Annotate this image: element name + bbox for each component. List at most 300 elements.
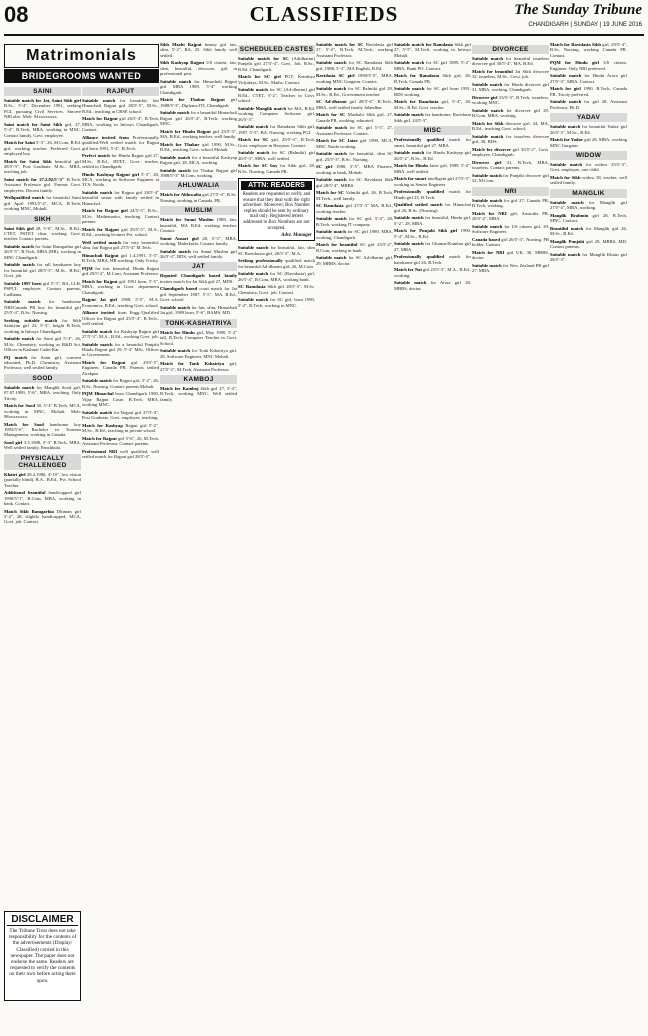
- ad-lead: Match for SC: [316, 112, 346, 118]
- ad-lead: Match for Rajput: [82, 278, 118, 284]
- ad-lead: Suitable match: [82, 409, 113, 415]
- ad-lead: Match for girl: [550, 86, 581, 92]
- classified-ad: [160, 168, 237, 179]
- ad-lead: Suitable match: [4, 384, 35, 390]
- classified-ad: [82, 240, 159, 251]
- ad-text: 1988, 5'-5", MBA Finance, working in bank, Mohali.: [316, 164, 393, 175]
- classified-ad: [316, 229, 393, 240]
- ad-text: for girl 28, Assistant Professor, Ph.D.: [550, 99, 627, 110]
- classified-ad: [160, 42, 237, 58]
- ad-text: for Manglik girl 27/5'-4", MBA, working.: [550, 199, 627, 211]
- ad-text: for beautiful, fair Himachali Rajput girl 28/5'-5", M.Sc., B.Ed., teaching in CBSE school.: [82, 98, 159, 114]
- ad-text: 28, 5'-6", M.Sc., B.Ed., CTET, PSTET clear, working Govt. teacher. Contact parents.: [4, 225, 81, 242]
- ad-lead: Himachali Rajput: [82, 252, 119, 258]
- category-heading: PHYSICALLY CHALLENGED: [4, 454, 81, 470]
- ad-lead: Suitable match: [316, 125, 347, 131]
- ad-lead: Suitable match: [394, 150, 425, 156]
- classified-ad: [550, 60, 627, 71]
- classified-ad: [550, 42, 627, 58]
- matrimonials-subtitle: BRIDEGROOMS WANTED: [4, 69, 159, 83]
- ad-lead: Divorcee girl: [472, 160, 502, 165]
- classified-ad: [82, 98, 159, 114]
- ad-lead: Match for SC: [316, 190, 344, 196]
- ad-lead: Manglik Punjabi: [550, 238, 585, 244]
- ad-text: SC girl 25/5'-2", B.Com, working in bank.: [316, 242, 393, 253]
- ad-lead: Sunni Ansari girl: [160, 235, 199, 241]
- ad-text: for Rajput girl, 5'-2", 26, B.Sc. Nursing. Contact parents Mohali.: [82, 378, 159, 389]
- ad-text: girl 29/5'-5", M.A., B.Ed., working lecturer Pvt. school.: [82, 226, 159, 238]
- ad-lead: Suitable match: [316, 229, 346, 235]
- category-heading: SCHEDULED CASTES: [239, 46, 314, 53]
- ad-text: Jatav girl, 1989, 5'-4", MBA, well settled.: [394, 163, 471, 174]
- ad-text: girl 29, MBBS, MD. Contact parents.: [550, 238, 627, 250]
- ad-text: 1990, 5'-4", M.Sc., B.Ed.: [394, 228, 471, 239]
- classified-ad: [238, 258, 315, 269]
- ad-text: court match for Jat girl September 1987, 5'-5", MA, B.Ed., Govt. school.: [160, 286, 237, 303]
- classified-ad: [4, 226, 81, 242]
- ad-lead: Match for Ahluwalia: [160, 192, 201, 198]
- ad-lead: Professionally qualified: [394, 254, 445, 260]
- ad-lead: Suitable match: [472, 134, 504, 139]
- classified-ad: [550, 239, 627, 250]
- classified-ad: [394, 150, 471, 161]
- classified-ad: [238, 137, 315, 148]
- ad-text: for Hindu Kashyap girl 26/5'-2", B.Sc., B.Ed.: [394, 150, 471, 161]
- ad-text: for beautiful, slim SC girl, 25/5'-3", B.Sc. Nursing.: [316, 151, 393, 162]
- ad-lead: Beautiful match: [550, 225, 584, 231]
- ad-lead: Suitable match: [316, 60, 347, 66]
- ad-text: for Ramdasia Sikh girl, 1987, 5'-5", BA, Nursing, working PGI.: [238, 124, 315, 135]
- category-heading: MANGLIK: [550, 189, 627, 198]
- ad-lead: Suitable match: [394, 60, 425, 66]
- classified-ad: [550, 162, 627, 173]
- ad-lead: Suitable 1997 born: [4, 280, 42, 286]
- ad-text: girl 1991 born, 5'-5", MBA, working in Govt. department Chandigarh.: [82, 278, 159, 295]
- ad-text: qualified match for beautiful Ad-dharmi girl, 26, M.Com.: [238, 258, 315, 269]
- ad-text: born Chandigarh 1990, Vijay Rajput Caste, B.Tech, MBA, working MNC.: [82, 391, 159, 408]
- ad-lead: Match for Tonk Kshatriya: [160, 361, 225, 367]
- attention-readers-box: [238, 178, 315, 241]
- classified-ad: [4, 244, 81, 260]
- classified-ad: [82, 436, 159, 447]
- ad-text: for tall handsome boy for beautiful girl 28/5'-5", M.Sc., B.Ed., Govt. job.: [4, 262, 81, 279]
- classified-ad: [394, 137, 471, 148]
- ad-text: Mazhabi Sikh girl, 27, Canada PR, working, educated.: [316, 112, 393, 123]
- ad-text: Sikh girl, 26, B.Tech, Canada PR.: [394, 73, 471, 84]
- classified-ad: [550, 252, 627, 263]
- ad-lead: Suitable match: [238, 150, 270, 156]
- classified-ad: [160, 236, 237, 247]
- classified-ad: [238, 163, 315, 174]
- attention-signature: Advt. Manager: [281, 233, 312, 239]
- classified-ad: [238, 297, 315, 308]
- classified-ad: [4, 385, 81, 401]
- ad-text: for Rajput girl 28/5'-4" beautiful smart with family settled in Himachal.: [82, 190, 159, 206]
- classified-ad: [394, 215, 471, 226]
- classified-ad: [160, 79, 237, 95]
- classified-ad: [472, 160, 549, 171]
- ad-text: for beautiful Saini girl April 1993/5'-4", MCA, B.Tech, working MNC, Mohali.: [4, 195, 81, 212]
- ad-text: for handsome, Ravidasia Sikh girl, 24/5'-3".: [394, 112, 471, 123]
- classified-ad: [316, 242, 393, 253]
- ad-text: Rajput girl 5'-2", M.Sc., B.Ed., teaching in private school.: [82, 422, 159, 434]
- ad-lead: Well settled match: [82, 239, 121, 245]
- classified-ad: [550, 226, 627, 237]
- ad-text: 1988, 5'-5", M.A. Economics, B.Ed., teaching Govt. school.: [82, 297, 159, 308]
- ad-text: girl 5'-3", BA, LLB, PSPCL employee. Contact parents, Ludhiana.: [4, 280, 81, 297]
- ad-lead: Wellqualified match: [4, 195, 45, 201]
- ad-lead: Suitable match: [472, 56, 504, 61]
- ad-text: girl 26/5'-3", Nursing, PR holder. Contact.: [472, 236, 549, 248]
- classified-ad: [238, 56, 315, 72]
- ad-text: for fair, beautiful, Hindu Rajput girl 29/5'-2", M.Com, Assistant Professor.: [82, 265, 159, 277]
- ad-text: for Kashyap Rajput girl 27/5'-3", M.A., B.Ed., working Govt. job.: [82, 328, 159, 340]
- ad-lead: Rajput Jat girl: [82, 297, 117, 303]
- classified-ad: [238, 284, 315, 295]
- ad-text: beautiful girl 28/5'-3", Post Graduate, M.Sc., MBA, teaching job.: [4, 158, 81, 175]
- category-heading: TONK-KASHATRIYA: [160, 319, 237, 328]
- attention-title: ATTN: READERS: [241, 181, 312, 190]
- ad-text: girl, 5'-4", 28, M.Sc., B.Ed. Govt. teacher.: [394, 99, 471, 110]
- ad-text: for Manglik Sood girl, 07.07.1989, 5'-6", MBA, teaching. Only Tricity.: [4, 384, 81, 401]
- classified-ad: [394, 42, 471, 58]
- classified-ad: [82, 378, 159, 389]
- ad-text: 1988, fair, beautiful, MA B.Ed. working teacher. Contact.: [160, 217, 237, 234]
- ad-text: for Saini Ramgarhia girl 26/5'-5", B.Tech, MBA (HR), working in MNC Chandigarh.: [4, 244, 81, 260]
- ad-text: for Himachal girl 26, B.Sc. (Nursing).: [394, 202, 471, 213]
- category-heading: WIDOW: [550, 151, 627, 160]
- ad-lead: Sood girl: [4, 439, 23, 445]
- classified-ad: [4, 140, 81, 156]
- ad-text: Dhiman girl 5'-2", 28, slightly handicapped, MCA, Govt. job. Contact.: [4, 508, 81, 525]
- ad-lead: Match for NRI: [472, 249, 505, 255]
- ad-lead: Professionally qualified: [394, 137, 445, 143]
- ad-text: well qualified, well settled match for Rajput girl 28/5'-4".: [82, 448, 159, 460]
- ad-text: girl 1.4.1991, 5'-3", B.Tech, MBA, HR working. Only Tricity.: [82, 252, 159, 264]
- ad-lead: Suitable match for Ramdasia: [394, 42, 453, 47]
- ad-text: for Hindu divorcee girl 31, MBA, working, Chandigarh.: [472, 82, 549, 93]
- ad-text: Sikh girl 28/5'-3", M.Sc. Chemistry, Govt. job. Contact.: [238, 284, 315, 295]
- classified-ad: [4, 509, 81, 525]
- ad-text: for beautiful issueless divorcee girl 30/5'-4", MA, B.Ed.: [472, 56, 549, 67]
- classified-ad: [160, 273, 237, 284]
- ad-lead: Match for Rajput: [82, 360, 126, 366]
- ad-text: for Thakur Rajput girl 1988/5'-3" M.Com, working.: [160, 167, 237, 179]
- ad-lead: Suitable match for Jat, Saini Sikh girl: [4, 98, 81, 103]
- classified-ad: [4, 195, 81, 211]
- classified-ad: [160, 330, 237, 346]
- classified-ad: [238, 124, 315, 135]
- classified-ad: [472, 237, 549, 248]
- ad-text: girl 1988/5'-3", Diploma ITI, Chandigarh.: [160, 97, 237, 108]
- classified-ad: [316, 164, 393, 175]
- ad-lead: Suitable match: [394, 215, 424, 221]
- page-header: [0, 0, 648, 36]
- ad-text: invites match for Jat Sikh girl 27, MDS.: [160, 278, 234, 284]
- ad-lead: PQM for Hindu girl: [550, 60, 599, 66]
- ad-lead: Suitable match: [160, 248, 191, 254]
- ad-text: beauty girl fair, slim, 5'-2", BA, 25. Sikh family well settled.: [160, 42, 237, 58]
- ad-lead: Canada based: [472, 236, 500, 242]
- ad-text: widow 38, teacher, well settled family.: [550, 175, 627, 186]
- ad-lead: Match for Kashyap: [82, 422, 123, 428]
- ad-lead: Suitable match: [394, 86, 425, 92]
- ad-lead: Khatri girl: [4, 471, 26, 477]
- ad-lead: Match for Rajput: [82, 116, 118, 122]
- classified-ad: [160, 217, 237, 233]
- ad-lead: Match for Hindu Rajput: [160, 128, 211, 134]
- classified-ad: [4, 262, 81, 278]
- ad-text: 5'-3", 26, M.Com, B.Ed. girl, working teacher. Preferred Govt. employed boy.: [4, 140, 81, 157]
- classified-ad: [160, 386, 237, 402]
- ad-text: for SC girl 1989, MBA, working, Chandigarh.: [316, 229, 393, 240]
- classified-ad: [4, 299, 81, 315]
- classified-ad: [394, 73, 471, 84]
- ad-lead: Divorcee girl: [472, 95, 498, 100]
- classified-ad: [394, 112, 471, 123]
- classified-ad: [238, 74, 315, 85]
- ad-text: 31, B.Tech, MBA, issueless. Contact parents.: [472, 160, 549, 171]
- classified-ad: [4, 122, 81, 138]
- classified-ad: [472, 108, 549, 119]
- classified-ad: [394, 163, 471, 174]
- category-heading: MUSLIM: [160, 206, 237, 215]
- ad-text: handicapped girl 1990/5'-1", B.Com, MBA, working in bank. Contact.: [4, 490, 81, 506]
- ad-lead: PQ match: [4, 354, 27, 360]
- ad-lead: Match for beautiful: [316, 242, 358, 248]
- classified-ad: [82, 297, 159, 308]
- classified-ad: [472, 198, 549, 209]
- ad-lead: Suitable match: [472, 262, 502, 268]
- ad-lead: Match for Ramdasia: [394, 73, 440, 79]
- ad-lead: Seeking suitable match: [4, 317, 58, 323]
- ad-lead: Match for Saini Sikh: [4, 158, 52, 164]
- ad-lead: Match for Kamboj: [160, 385, 199, 391]
- category-heading: AHLUWALIA: [160, 181, 237, 190]
- classified-ad: [394, 241, 471, 252]
- ad-lead: Suitable match: [316, 151, 347, 157]
- ad-text: for SC Ravidasia Sikh girl 28/5'-4", MBBS.: [316, 177, 393, 188]
- ad-lead: Match for Rajput: [82, 435, 117, 441]
- ad-text: girl 25/5'-3", M.A., B.Ed., working.: [394, 267, 471, 278]
- ad-lead: Match for Saini: [4, 140, 35, 146]
- ad-lead: Suitable match for SC: [316, 42, 364, 47]
- ad-text: Sikh girl 27, 5'-5", M.Tech, working in Infosys Mohali.: [394, 42, 471, 58]
- ad-text: for Saini girl 5'-3", 26, M.Sc. Chemistry, working as R&D Sci. Officer in Kashmir Cadet Kar.: [4, 336, 81, 352]
- classified-ad: [82, 410, 159, 421]
- ad-text: for fair, slim, Himachali Jat girl, 1989 born, 5'-6", BAMS, MD.: [160, 304, 237, 316]
- ad-lead: Suitable match: [82, 98, 116, 103]
- ad-lead: Suitable match: [4, 262, 35, 268]
- ad-lead: Suitable match: [394, 280, 427, 286]
- classified-ad: [4, 336, 81, 352]
- category-heading: SAINI: [4, 87, 81, 96]
- classified-ad: [82, 253, 159, 264]
- ad-lead: Match for SC Jatav: [316, 138, 358, 144]
- classified-ad: [82, 279, 159, 295]
- ad-lead: Qualified settled match: [394, 202, 443, 208]
- classified-ad: [472, 69, 549, 80]
- classified-ad: [550, 175, 627, 186]
- classified-ad: [82, 423, 159, 434]
- ad-lead: Professional NRI: [82, 448, 118, 454]
- ad-lead: SC Ad-dharmi: [316, 99, 347, 105]
- ad-text: girl, 29/5'-4", B.Sc. Nursing, working Canada PR. Contact.: [550, 42, 627, 58]
- ad-text: for Sikh Sainiyan girl 23, 5'-3", height B.Tech, working in Infosys Chandigarh.: [4, 317, 81, 334]
- category-heading: SOOD: [4, 374, 81, 383]
- ad-lead: Suitable match: [550, 251, 581, 257]
- ad-lead: Match for Rajput: [82, 226, 119, 232]
- ad-lead: PQM: [82, 265, 93, 271]
- classified-ad: [316, 42, 393, 58]
- ad-text: for Manglik Khatri girl 28/5'-3".: [550, 251, 627, 263]
- category-heading: NRI: [472, 187, 549, 196]
- ad-text: girl 27/5'-3" MA, B.Ed., working teacher.: [316, 203, 393, 214]
- classified-ad: [238, 106, 315, 122]
- section-title: CLASSIFIEDS: [249, 2, 399, 26]
- classified-ad: [82, 190, 159, 206]
- ad-text: for girl 27, Canada PR, B.Tech, working.: [472, 197, 549, 209]
- ad-text: for SC Ad-dharmi girl, 29, MBBS, doctor.: [316, 255, 393, 266]
- ad-text: Valmiki girl, 26, B.Tech, M.Tech., well family.: [316, 190, 393, 201]
- ad-lead: Suitable match: [160, 167, 191, 173]
- classified-ad: [550, 137, 627, 148]
- ad-lead: Suitable match: [550, 73, 582, 79]
- ad-lead: Suitable match: [550, 99, 582, 105]
- ad-lead: Match for Ravidasia Sikh: [550, 42, 601, 47]
- classified-ad: [4, 318, 81, 334]
- classified-ad: [82, 153, 159, 169]
- ad-lead: Suitable match: [550, 199, 584, 205]
- ad-text: 1990, B.Tech, Canada PR. Tricity preferred.: [550, 86, 627, 97]
- classified-ad: [316, 203, 393, 214]
- classified-ad: [550, 86, 627, 97]
- classified-ad: [238, 150, 315, 161]
- classified-ad: [4, 490, 81, 506]
- ad-text: for divorcee girl 29, B.Com, MBA, working.: [472, 108, 549, 119]
- ad-text: for issueless divorcee girl, 30, BDS.: [472, 134, 549, 145]
- ad-lead: Suitable match: [550, 162, 583, 168]
- ad-text: girl 1990, MCA, MNC Noida working.: [316, 138, 393, 149]
- classified-ad: [82, 310, 159, 326]
- ad-text: 33/5'-3", B.Tech, issueless, working MNC.: [472, 95, 549, 106]
- ad-text: girl 5'-6", 26, M.Tech, Assistant Professor. Contact parents.: [82, 435, 159, 447]
- ad-text: PGT, Kendriya Vidyalaya, M.Sc. Maths. Contact.: [238, 74, 315, 85]
- category-heading: RAJPUT: [82, 87, 159, 96]
- ad-text: for beautiful Yadav girl 26/5'-3", M.Sc., B.Ed.: [550, 124, 627, 135]
- classified-ad: [316, 99, 393, 110]
- ad-text: for beautiful, fair, slim SC Ravidassia girl, 28/5'-3", M.A.: [238, 245, 315, 256]
- ad-lead: Suitable match: [472, 197, 503, 203]
- classified-ad: [82, 208, 159, 224]
- ad-text: for SC (Ad-dharmi) girl B.Ed., CTET, 5'-2", Teacher in Govt. school.: [238, 87, 315, 104]
- ad-text: Professionally qualified/Well settled match for Rajput girl born 1991, 5'-4", B.Tech.: [82, 134, 159, 151]
- classified-ad: [394, 280, 471, 291]
- ad-lead: Match for Sikh: [472, 121, 504, 126]
- classified-ad: [472, 224, 549, 235]
- ad-text: for Punjabi divorcee girl 32, M.Com.: [472, 173, 549, 184]
- ad-lead: Match for SC boy: [238, 163, 278, 169]
- ad-lead: Suitable match: [316, 86, 347, 92]
- ad-lead: Seeking professionally: [238, 258, 283, 264]
- ad-lead: Suitable match: [394, 241, 424, 247]
- ad-text: girl, 27/5'-3", M.Tech, Assistant Professor.: [160, 361, 237, 372]
- classified-ad: [472, 263, 549, 274]
- ad-lead: Match for SC girl: [238, 74, 281, 80]
- ad-lead: Suitable match: [472, 173, 502, 178]
- header-rule: [4, 34, 644, 36]
- ad-lead: Suitable match: [316, 255, 347, 261]
- ad-text: for SC (Balmiki) girl 26/5'-3", MBA, well settled.: [238, 150, 315, 161]
- ad-lead: Suitable match: [238, 271, 269, 277]
- classified-ad: [472, 250, 549, 261]
- ad-lead: Perfect match: [82, 153, 110, 159]
- disclaimer-title: DISCLAIMER: [7, 914, 78, 926]
- ad-text: B.Sc., 5'-4", December 1991, seeking PGI, pursuing Civil Services. Sincere NRI also. Mob: 94xxxxxxxx.: [4, 103, 81, 120]
- ad-text: match for smart, beautiful girl 27, MBA.: [394, 137, 471, 148]
- ad-text: (Adidharmi) Punjabi girl 27/5'-4", Govt. Job, B.Sc., B.Ed. Chandigarh.: [238, 56, 315, 72]
- classified-ad: [316, 151, 393, 162]
- ad-lead: Alliance invited: [82, 310, 115, 316]
- classified-ad: [394, 202, 471, 213]
- classified-ad: [472, 147, 549, 158]
- matrimonials-title: Matrimonials: [4, 44, 159, 68]
- classified-ad: [82, 135, 159, 151]
- ad-text: girl 1990, M.Sc., B.Ed., teaching Govt. school Mohali.: [160, 141, 237, 153]
- category-heading: YADAV: [550, 113, 627, 122]
- ad-lead: Match Sikh Ramgarhia: [4, 508, 54, 514]
- ad-text: Jat Sikh divorcee 32, issueless, M.Sc., Govt. job.: [472, 69, 549, 80]
- ad-text: for Sunni Muslim girl 26/5'-4", BDS, well settled family.: [160, 248, 237, 260]
- classified-ad: [160, 110, 237, 126]
- masthead: The Sunday Tribune: [514, 2, 642, 18]
- ad-text: for Arora girl 28, MBBS, doctor.: [394, 280, 471, 291]
- classified-ad: [4, 98, 81, 120]
- classified-ad: [472, 211, 549, 222]
- ad-text: match for handsome girl 26, B.Tech.: [394, 254, 471, 265]
- classified-column: [160, 42, 237, 994]
- ad-lead: Match for Sunni Muslim: [160, 217, 214, 223]
- ad-text: Ravidasia girl 27, 5'-4", B.Tech, M.Tech, working Assistant Professor.: [316, 42, 393, 58]
- classified-ad: [316, 125, 393, 136]
- ad-lead: Match for Sikh: [550, 175, 581, 181]
- classified-ad: [4, 422, 81, 438]
- ad-lead: Additional beautiful: [4, 490, 46, 496]
- ad-text: for Hindu Arora girl 27/5'-3", MBA. Contact.: [550, 73, 627, 84]
- ad-lead: SC Ramdasia: [316, 203, 344, 209]
- classified-column: [472, 42, 549, 994]
- ad-lead: Suitable match: [238, 245, 269, 251]
- classified-ad: [82, 449, 159, 460]
- classified-ad: [4, 177, 81, 193]
- ad-lead: Match for Rajput girl: [82, 208, 128, 214]
- classified-column: [316, 42, 393, 994]
- disclaimer-box: [4, 911, 81, 1001]
- classified-ad: [160, 286, 237, 302]
- ad-lead: Match for Thakur: [160, 141, 200, 147]
- ad-text: Sikh girl 27, 5'-4", B.Tech, working MNC. Well settled family.: [160, 385, 237, 402]
- ad-lead: Suitable match: [160, 304, 190, 310]
- ad-text: girl 25/5'-3", MA, B.Ed., working teacher, well family.: [160, 128, 237, 140]
- ad-lead: Suitable match: [238, 297, 269, 303]
- classified-ad: [316, 60, 393, 71]
- ad-text: 3.5.1988, 5'-3" B.Tech, MBA. Well settled family, Panchkula.: [4, 439, 81, 451]
- ad-lead: Suitable match: [160, 78, 192, 84]
- ad-lead: Suitable match: [4, 299, 41, 305]
- classified-column: [82, 84, 159, 1036]
- ad-text: 1990/5'-5", MBA, working MNC Gurgaon. Contact.: [316, 73, 393, 84]
- ad-text: for Sikh girl, 28, B.Sc. Nursing, Canada PR.: [238, 163, 315, 174]
